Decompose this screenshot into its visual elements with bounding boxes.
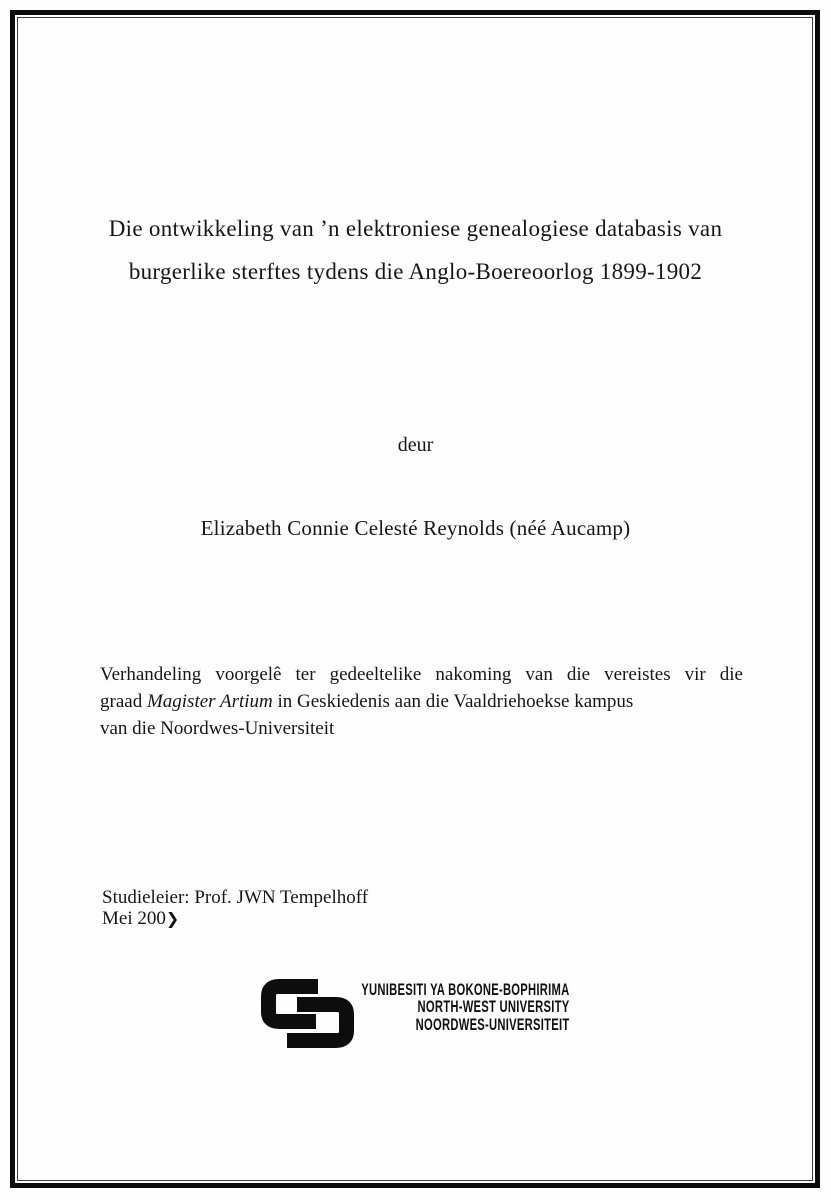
degree-statement-line-3: van die Noordwes-Universiteit (100, 718, 335, 739)
university-logo-wordmark (362, 981, 570, 1033)
thesis-title-line-1: Die ontwikkeling van ’n elektroniese genealogiese databasis van (108, 216, 723, 241)
degree-statement-line-2 (100, 688, 743, 715)
degree-statement-line-2-suffix: in Geskiedenis aan die Vaaldriehoekse kampus (272, 691, 634, 712)
university-name-english: NORTH-WEST UNIVERSITY (417, 997, 570, 1017)
supervisor-line: Studieleier: Prof. JWN Tempelhoff (102, 887, 369, 908)
byline-label: deur (397, 434, 434, 456)
degree-statement (100, 661, 743, 742)
degree-statement-line-2-prefix: graad (100, 691, 147, 712)
degree-statement-line-1: Verhandeling voorgelê ter gedeeltelike nakoming van die vereistes vir die (100, 664, 743, 685)
degree-name-italic: Magister Artium (146, 691, 273, 712)
date-line (102, 908, 368, 929)
university-logo-icon (261, 979, 354, 1049)
date-prefix: Mei 200 (102, 908, 166, 929)
thesis-title-line-2: burgerlike sterftes tydens die Anglo-Boereoorlog 1899-1902 (128, 259, 703, 284)
author-name: Elizabeth Connie Celesté Reynolds (néé Aucamp) (200, 516, 631, 540)
thesis-title (0, 207, 831, 293)
supervisor-block (102, 887, 368, 929)
university-name-setswana: YUNIBESITI YA BOKONE-BOPHIRIMA (361, 980, 570, 999)
date-seven-glyph: ❯ (165, 909, 180, 928)
university-name-afrikaans: NOORDWES-UNIVERSITEIT (416, 1014, 570, 1034)
